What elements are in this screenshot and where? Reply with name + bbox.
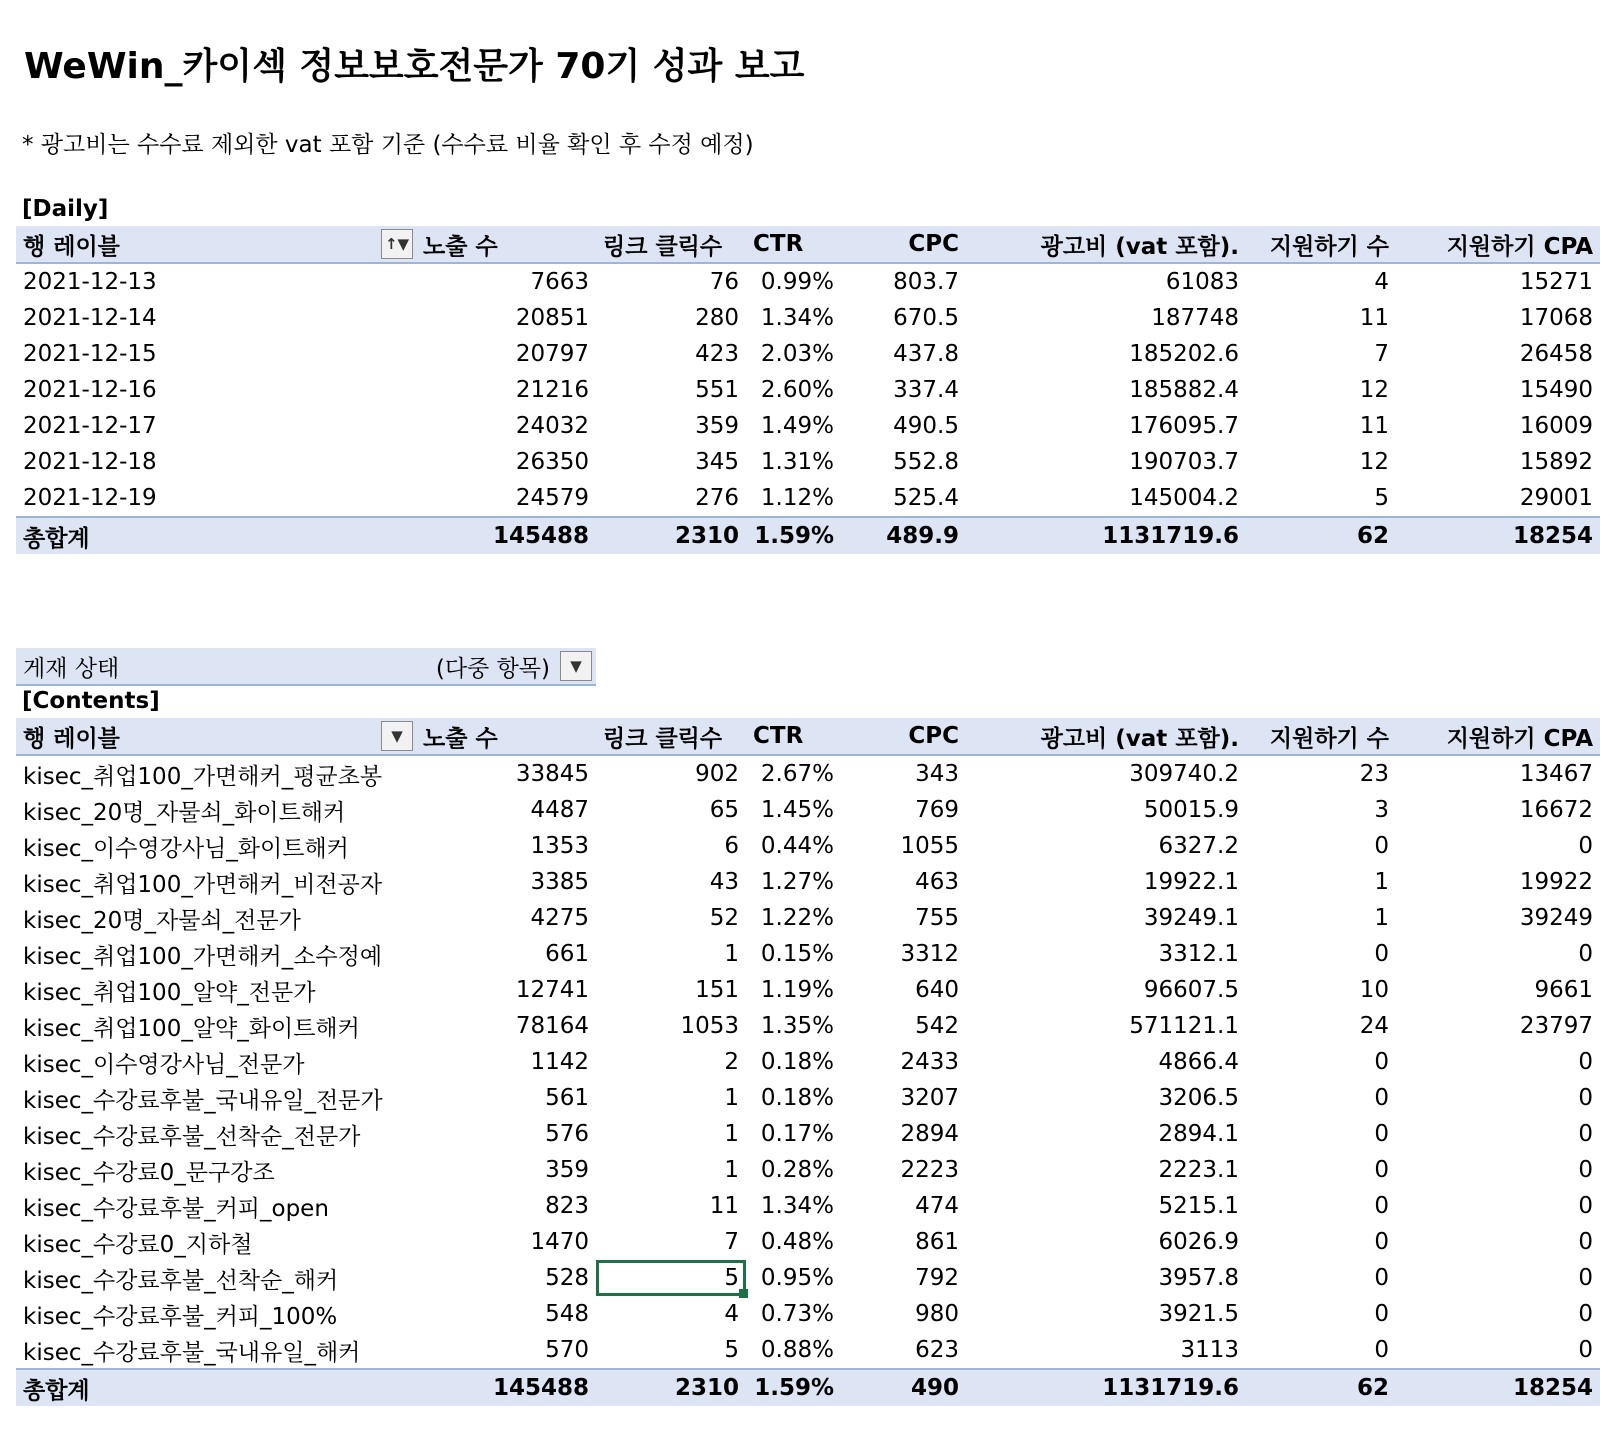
contents-cell-impressions[interactable]: 528 <box>545 1265 589 1291</box>
contents-header-cpc[interactable]: CPC <box>841 718 966 755</box>
contents-cell-cpa[interactable]: 39249 <box>1519 905 1593 931</box>
daily-cell-clicks[interactable]: 2310 <box>596 517 746 554</box>
contents-cell-ad-cost[interactable]: 19922.1 <box>1143 869 1239 895</box>
contents-cell-ctr[interactable]: 0.95% <box>760 1265 834 1291</box>
contents-cell-cpc[interactable]: 3312 <box>900 941 959 967</box>
contents-cell-ctr[interactable]: 1.59% <box>746 1369 841 1406</box>
contents-cell-impressions[interactable]: 570 <box>545 1337 589 1363</box>
daily-cell-label[interactable]: 2021-12-14 <box>23 305 157 331</box>
contents-cell-label[interactable]: kisec_수강료후불_선착순_전문가 <box>23 1123 361 1150</box>
daily-cell-clicks[interactable]: 345 <box>695 449 739 475</box>
contents-cell-ad-cost[interactable]: 4866.4 <box>1158 1049 1239 1075</box>
dropdown-icon[interactable]: ▼ <box>381 721 413 751</box>
contents-cell-cpa[interactable]: 0 <box>1578 1157 1593 1183</box>
contents-cell-applications[interactable]: 0 <box>1374 941 1389 967</box>
contents-cell-applications[interactable]: 1 <box>1374 905 1389 931</box>
contents-cell-cpc[interactable]: 3207 <box>900 1085 959 1111</box>
table-row <box>16 1044 1600 1080</box>
contents-cell-cpa[interactable]: 18254 <box>1396 1369 1600 1406</box>
daily-section-label: [Daily] <box>22 196 109 222</box>
contents-cell-impressions[interactable]: 1353 <box>530 833 589 859</box>
contents-cell-cpa[interactable]: 0 <box>1578 1265 1593 1291</box>
table-row <box>16 1080 1600 1116</box>
contents-cell-clicks[interactable]: 902 <box>695 761 739 787</box>
contents-cell-impressions[interactable]: 12741 <box>515 977 589 1003</box>
contents-cell-ctr[interactable]: 0.73% <box>760 1301 834 1327</box>
contents-cell-ad-cost[interactable]: 571121.1 <box>1129 1013 1239 1039</box>
daily-cell-clicks[interactable]: 76 <box>709 269 739 295</box>
daily-cell-ctr[interactable]: 0.99% <box>760 269 834 295</box>
contents-header-ctr[interactable]: CTR <box>746 718 841 755</box>
contents-cell-label[interactable]: 총합계 <box>16 1369 416 1406</box>
contents-cell-impressions[interactable]: 1470 <box>530 1229 589 1255</box>
daily-cell-ad-cost[interactable]: 190703.7 <box>1129 449 1239 475</box>
contents-header-row <box>16 718 1600 755</box>
daily-cell-cpa[interactable]: 16009 <box>1519 413 1593 439</box>
daily-cell-applications[interactable]: 11 <box>1359 413 1389 439</box>
daily-cell-applications[interactable]: 11 <box>1359 305 1389 331</box>
daily-cell-cpc[interactable]: 489.9 <box>841 517 966 554</box>
daily-cell-cpa[interactable]: 15271 <box>1519 269 1593 295</box>
daily-cell-label[interactable]: 2021-12-15 <box>23 341 157 367</box>
contents-cell-cpc[interactable]: 623 <box>915 1337 959 1363</box>
contents-cell-cpa[interactable]: 0 <box>1578 1085 1593 1111</box>
sort-filter-icon[interactable]: ↑▼ <box>381 229 413 259</box>
contents-cell-impressions[interactable]: 548 <box>545 1301 589 1327</box>
contents-cell-applications[interactable]: 0 <box>1374 1049 1389 1075</box>
contents-cell-ctr[interactable]: 1.45% <box>760 797 834 823</box>
daily-cell-cpc[interactable]: 490.5 <box>893 413 959 439</box>
daily-cell-cpa[interactable]: 15892 <box>1519 449 1593 475</box>
contents-cell-impressions[interactable]: 823 <box>545 1193 589 1219</box>
contents-cell-label[interactable]: kisec_수강료후불_국내유일_해커 <box>23 1339 361 1366</box>
contents-cell-ctr[interactable]: 1.27% <box>760 869 834 895</box>
contents-cell-clicks[interactable]: 151 <box>695 977 739 1003</box>
contents-cell-clicks[interactable]: 2310 <box>596 1369 746 1406</box>
daily-header-ad-cost[interactable]: 광고비 (vat 포함). <box>966 226 1246 263</box>
table-row <box>16 336 1600 372</box>
contents-header-applications[interactable]: 지원하기 수 <box>1246 718 1396 755</box>
contents-cell-label[interactable]: kisec_취업100_가면해커_비전공자 <box>23 871 383 898</box>
contents-cell-impressions[interactable]: 359 <box>545 1157 589 1183</box>
contents-cell-ctr[interactable]: 0.88% <box>760 1337 834 1363</box>
daily-cell-cpc[interactable]: 552.8 <box>893 449 959 475</box>
contents-cell-ad-cost[interactable]: 39249.1 <box>1143 905 1239 931</box>
contents-cell-label[interactable]: kisec_수강료후불_커피_100% <box>23 1303 338 1330</box>
daily-cell-applications[interactable]: 4 <box>1374 269 1389 295</box>
daily-cell-label[interactable]: 2021-12-17 <box>23 413 157 439</box>
contents-cell-ctr[interactable]: 0.17% <box>760 1121 834 1147</box>
contents-cell-applications[interactable]: 1 <box>1374 869 1389 895</box>
contents-cell-cpa[interactable]: 0 <box>1578 1301 1593 1327</box>
contents-cell-ad-cost[interactable]: 3921.5 <box>1158 1301 1239 1327</box>
daily-header-row-label[interactable]: 행 레이블 ↑▼ <box>16 226 416 263</box>
daily-cell-cpa[interactable]: 26458 <box>1519 341 1593 367</box>
contents-cell-impressions[interactable]: 661 <box>545 941 589 967</box>
table-row <box>16 828 1600 864</box>
contents-cell-cpa[interactable]: 0 <box>1578 833 1593 859</box>
daily-cell-ctr[interactable]: 1.12% <box>760 485 834 511</box>
contents-header-clicks[interactable]: 링크 클릭수 <box>596 718 746 755</box>
table-row <box>16 1296 1600 1332</box>
contents-cell-cpc[interactable]: 769 <box>915 797 959 823</box>
contents-cell-cpc[interactable]: 980 <box>915 1301 959 1327</box>
daily-cell-clicks[interactable]: 551 <box>695 377 739 403</box>
contents-cell-label[interactable]: kisec_20명_자물쇠_전문가 <box>23 907 301 934</box>
daily-header-ctr[interactable]: CTR <box>746 226 841 263</box>
contents-cell-ad-cost[interactable]: 6026.9 <box>1158 1229 1239 1255</box>
daily-cell-cpa[interactable]: 15490 <box>1519 377 1593 403</box>
contents-cell-label[interactable]: kisec_이수영강사님_전문가 <box>23 1051 305 1078</box>
contents-cell-ctr[interactable]: 0.48% <box>760 1229 834 1255</box>
daily-cell-cpc[interactable]: 670.5 <box>893 305 959 331</box>
daily-cell-ad-cost[interactable]: 145004.2 <box>1129 485 1239 511</box>
daily-cell-ctr[interactable]: 2.03% <box>760 341 834 367</box>
contents-cell-ctr[interactable]: 1.35% <box>760 1013 834 1039</box>
contents-cell-cpa[interactable]: 19922 <box>1519 869 1593 895</box>
table-row <box>16 480 1600 517</box>
daily-cell-applications[interactable]: 5 <box>1374 485 1389 511</box>
contents-cell-ctr[interactable]: 2.67% <box>760 761 834 787</box>
contents-cell-ad-cost[interactable]: 50015.9 <box>1143 797 1239 823</box>
contents-cell-clicks[interactable]: 65 <box>709 797 739 823</box>
contents-cell-label[interactable]: kisec_취업100_알약_화이트해커 <box>23 1015 360 1042</box>
table-row <box>16 1332 1600 1369</box>
filter-dropdown-icon[interactable]: ▼ <box>560 651 592 681</box>
contents-cell-cpa[interactable]: 16672 <box>1519 797 1593 823</box>
contents-cell-ctr[interactable]: 0.28% <box>760 1157 834 1183</box>
daily-header-cpc[interactable]: CPC <box>841 226 966 263</box>
contents-cell-cpa[interactable]: 0 <box>1578 1193 1593 1219</box>
contents-cell-ad-cost[interactable]: 3206.5 <box>1158 1085 1239 1111</box>
daily-cell-ad-cost[interactable]: 187748 <box>1151 305 1239 331</box>
contents-cell-applications[interactable]: 3 <box>1374 797 1389 823</box>
daily-cell-impressions[interactable]: 24032 <box>515 413 589 439</box>
contents-cell-ctr[interactable]: 0.44% <box>760 833 834 859</box>
contents-cell-clicks[interactable]: 1053 <box>680 1013 739 1039</box>
table-row <box>16 972 1600 1008</box>
contents-cell-label[interactable]: kisec_수강료후불_국내유일_전문가 <box>23 1087 383 1114</box>
daily-cell-clicks[interactable]: 280 <box>695 305 739 331</box>
contents-header-impressions[interactable]: 노출 수 <box>416 718 596 755</box>
daily-cell-applications[interactable]: 62 <box>1246 517 1396 554</box>
contents-cell-ad-cost[interactable]: 6327.2 <box>1158 833 1239 859</box>
contents-cell-applications[interactable]: 0 <box>1374 1193 1389 1219</box>
contents-cell-cpa[interactable]: 0 <box>1578 1337 1593 1363</box>
daily-cell-cpc[interactable]: 803.7 <box>893 269 959 295</box>
contents-cell-label[interactable]: kisec_수강료후불_커피_open <box>23 1195 329 1222</box>
daily-cell-cpc[interactable]: 337.4 <box>893 377 959 403</box>
report-filter-label: 게재 상태 <box>23 655 120 682</box>
contents-cell-ad-cost[interactable]: 2894.1 <box>1158 1121 1239 1147</box>
daily-cell-ad-cost[interactable]: 185882.4 <box>1129 377 1239 403</box>
contents-cell-clicks[interactable]: 5 <box>724 1337 739 1363</box>
contents-cell-clicks[interactable]: 11 <box>709 1193 739 1219</box>
contents-cell-cpc[interactable]: 490 <box>841 1369 966 1406</box>
daily-total-row <box>16 517 1600 554</box>
contents-cell-impressions[interactable]: 78164 <box>515 1013 589 1039</box>
contents-cell-label[interactable]: kisec_수강료0_지하철 <box>23 1231 253 1258</box>
contents-cell-cpc[interactable]: 861 <box>915 1229 959 1255</box>
contents-cell-clicks[interactable]: 1 <box>724 1085 739 1111</box>
contents-cell-label[interactable]: kisec_이수영강사님_화이트해커 <box>23 835 349 862</box>
table-row <box>16 1260 1600 1296</box>
report-title: WeWin_카이섹 정보보호전문가 70기 성과 보고 <box>24 46 805 87</box>
contents-cell-cpc[interactable]: 755 <box>915 905 959 931</box>
contents-cell-cpa[interactable]: 0 <box>1578 1049 1593 1075</box>
contents-cell-impressions[interactable]: 145488 <box>416 1369 596 1406</box>
daily-cell-clicks[interactable]: 276 <box>695 485 739 511</box>
contents-cell-ctr[interactable]: 1.34% <box>760 1193 834 1219</box>
daily-pivot-table <box>16 226 1600 554</box>
contents-cell-label[interactable]: kisec_취업100_알약_전문가 <box>23 979 316 1006</box>
contents-cell-cpc[interactable]: 2894 <box>900 1121 959 1147</box>
daily-cell-label[interactable]: 2021-12-18 <box>23 449 157 475</box>
contents-cell-applications[interactable]: 0 <box>1374 1229 1389 1255</box>
daily-cell-impressions[interactable]: 145488 <box>416 517 596 554</box>
contents-cell-clicks[interactable]: 6 <box>724 833 739 859</box>
daily-cell-impressions[interactable]: 21216 <box>515 377 589 403</box>
table-row <box>16 864 1600 900</box>
contents-cell-applications[interactable]: 0 <box>1374 833 1389 859</box>
contents-header-cpa[interactable]: 지원하기 CPA <box>1396 718 1600 755</box>
contents-cell-applications[interactable]: 62 <box>1246 1369 1396 1406</box>
contents-cell-cpa[interactable]: 9661 <box>1534 977 1593 1003</box>
contents-cell-ad-cost[interactable]: 5215.1 <box>1158 1193 1239 1219</box>
contents-cell-clicks[interactable]: 1 <box>724 1157 739 1183</box>
contents-cell-cpc[interactable]: 2223 <box>900 1157 959 1183</box>
contents-cell-clicks[interactable]: 43 <box>709 869 739 895</box>
contents-cell-label[interactable]: kisec_20명_자물쇠_화이트해커 <box>23 799 346 826</box>
table-row <box>16 372 1600 408</box>
contents-cell-applications[interactable]: 0 <box>1374 1337 1389 1363</box>
table-row <box>16 1116 1600 1152</box>
table-row <box>16 263 1600 300</box>
table-row <box>16 408 1600 444</box>
contents-cell-cpa[interactable]: 0 <box>1578 1229 1593 1255</box>
contents-cell-cpc[interactable]: 640 <box>915 977 959 1003</box>
daily-cell-cpa[interactable]: 29001 <box>1519 485 1593 511</box>
daily-cell-applications[interactable]: 7 <box>1374 341 1389 367</box>
contents-cell-label[interactable]: kisec_취업100_가면해커_소수정예 <box>23 943 383 970</box>
contents-cell-cpc[interactable]: 1055 <box>900 833 959 859</box>
contents-cell-ad-cost[interactable]: 3113 <box>1180 1337 1239 1363</box>
table-row <box>16 1188 1600 1224</box>
daily-cell-applications[interactable]: 12 <box>1359 449 1389 475</box>
contents-cell-ctr[interactable]: 0.15% <box>760 941 834 967</box>
contents-cell-applications[interactable]: 0 <box>1374 1265 1389 1291</box>
contents-cell-impressions[interactable]: 561 <box>545 1085 589 1111</box>
daily-cell-ctr[interactable]: 1.34% <box>760 305 834 331</box>
contents-cell-cpc[interactable]: 542 <box>915 1013 959 1039</box>
daily-cell-impressions[interactable]: 7663 <box>530 269 589 295</box>
contents-cell-ctr[interactable]: 0.18% <box>760 1049 834 1075</box>
daily-cell-label[interactable]: 2021-12-13 <box>23 269 157 295</box>
table-row <box>16 1152 1600 1188</box>
daily-cell-cpa[interactable]: 18254 <box>1396 517 1600 554</box>
contents-cell-clicks[interactable]: 2 <box>724 1049 739 1075</box>
daily-cell-impressions[interactable]: 20851 <box>515 305 589 331</box>
daily-cell-ad-cost[interactable]: 185202.6 <box>1129 341 1239 367</box>
contents-cell-cpa[interactable]: 13467 <box>1519 761 1593 787</box>
contents-cell-applications[interactable]: 10 <box>1359 977 1389 1003</box>
contents-header-ad-cost[interactable]: 광고비 (vat 포함). <box>966 718 1246 755</box>
contents-cell-ad-cost[interactable]: 309740.2 <box>1129 761 1239 787</box>
contents-cell-ad-cost[interactable]: 1131719.6 <box>966 1369 1246 1406</box>
contents-cell-cpc[interactable]: 343 <box>915 761 959 787</box>
contents-cell-ad-cost[interactable]: 2223.1 <box>1158 1157 1239 1183</box>
daily-header-applications[interactable]: 지원하기 수 <box>1246 226 1396 263</box>
daily-cell-label[interactable]: 2021-12-19 <box>23 485 157 511</box>
contents-cell-impressions[interactable]: 4275 <box>530 905 589 931</box>
contents-cell-applications[interactable]: 0 <box>1374 1301 1389 1327</box>
contents-cell-clicks[interactable]: 1 <box>724 941 739 967</box>
daily-cell-clicks[interactable]: 359 <box>695 413 739 439</box>
daily-cell-cpc[interactable]: 437.8 <box>893 341 959 367</box>
table-row <box>16 444 1600 480</box>
daily-cell-cpa[interactable]: 17068 <box>1519 305 1593 331</box>
contents-cell-cpa[interactable]: 0 <box>1578 941 1593 967</box>
contents-cell-ctr[interactable]: 1.19% <box>760 977 834 1003</box>
daily-cell-ctr[interactable]: 1.59% <box>746 517 841 554</box>
table-row <box>16 900 1600 936</box>
report-filter-value[interactable]: (다중 항목) <box>435 655 550 682</box>
table-row <box>16 1008 1600 1044</box>
contents-header-row-label[interactable]: 행 레이블 ▼ <box>16 718 416 755</box>
contents-cell-impressions[interactable]: 576 <box>545 1121 589 1147</box>
contents-cell-ctr[interactable]: 0.18% <box>760 1085 834 1111</box>
contents-cell-clicks[interactable]: 1 <box>724 1121 739 1147</box>
daily-cell-ctr[interactable]: 1.49% <box>760 413 834 439</box>
contents-cell-applications[interactable]: 23 <box>1359 761 1389 787</box>
daily-cell-ctr[interactable]: 1.31% <box>760 449 834 475</box>
contents-cell-ctr[interactable]: 1.22% <box>760 905 834 931</box>
daily-cell-impressions[interactable]: 24579 <box>515 485 589 511</box>
contents-cell-applications[interactable]: 0 <box>1374 1121 1389 1147</box>
contents-cell-applications[interactable]: 0 <box>1374 1157 1389 1183</box>
contents-cell-clicks[interactable]: 5 <box>596 1260 746 1296</box>
daily-header-impressions[interactable]: 노출 수 <box>416 226 596 263</box>
table-row <box>16 300 1600 336</box>
contents-cell-label[interactable]: kisec_수강료후불_선착순_해커 <box>23 1267 339 1294</box>
contents-cell-cpc[interactable]: 2433 <box>900 1049 959 1075</box>
daily-cell-label[interactable]: 총합계 <box>16 517 416 554</box>
contents-cell-applications[interactable]: 0 <box>1374 1085 1389 1111</box>
note-text: * 광고비는 수수료 제외한 vat 포함 기준 (수수료 비율 확인 후 수정 예정) <box>22 132 754 158</box>
contents-total-row <box>16 1369 1600 1406</box>
contents-cell-cpc[interactable]: 463 <box>915 869 959 895</box>
daily-cell-applications[interactable]: 12 <box>1359 377 1389 403</box>
table-row <box>16 792 1600 828</box>
daily-cell-ad-cost[interactable]: 1131719.6 <box>966 517 1246 554</box>
contents-cell-impressions[interactable]: 1142 <box>530 1049 589 1075</box>
contents-cell-impressions[interactable]: 3385 <box>530 869 589 895</box>
daily-cell-cpc[interactable]: 525.4 <box>893 485 959 511</box>
contents-cell-label[interactable]: kisec_취업100_가면해커_평균초봉 <box>23 763 383 790</box>
contents-section-label: [Contents] <box>22 688 160 714</box>
contents-pivot-table <box>16 718 1600 1406</box>
daily-header-clicks[interactable]: 링크 클릭수 <box>596 226 746 263</box>
daily-cell-label[interactable]: 2021-12-16 <box>23 377 157 403</box>
contents-cell-applications[interactable]: 24 <box>1359 1013 1389 1039</box>
daily-cell-ctr[interactable]: 2.60% <box>760 377 834 403</box>
table-row <box>16 755 1600 792</box>
daily-cell-impressions[interactable]: 20797 <box>515 341 589 367</box>
contents-cell-ad-cost[interactable]: 3957.8 <box>1158 1265 1239 1291</box>
contents-cell-clicks[interactable]: 52 <box>709 905 739 931</box>
daily-cell-ad-cost[interactable]: 176095.7 <box>1129 413 1239 439</box>
contents-cell-cpa[interactable]: 23797 <box>1519 1013 1593 1039</box>
contents-cell-clicks[interactable]: 7 <box>724 1229 739 1255</box>
daily-header-row <box>16 226 1600 263</box>
contents-cell-impressions[interactable]: 33845 <box>515 761 589 787</box>
contents-cell-cpc[interactable]: 474 <box>915 1193 959 1219</box>
table-row <box>16 936 1600 972</box>
report-filter-row <box>16 648 596 686</box>
contents-cell-label[interactable]: kisec_수강료0_문구강조 <box>23 1159 275 1186</box>
contents-cell-ad-cost[interactable]: 3312.1 <box>1158 941 1239 967</box>
contents-cell-clicks[interactable]: 4 <box>724 1301 739 1327</box>
contents-cell-cpc[interactable]: 792 <box>915 1265 959 1291</box>
daily-cell-ad-cost[interactable]: 61083 <box>1165 269 1239 295</box>
daily-header-cpa[interactable]: 지원하기 CPA <box>1396 226 1600 263</box>
contents-cell-cpa[interactable]: 0 <box>1578 1121 1593 1147</box>
contents-cell-impressions[interactable]: 4487 <box>530 797 589 823</box>
table-row <box>16 1224 1600 1260</box>
daily-cell-clicks[interactable]: 423 <box>695 341 739 367</box>
contents-cell-ad-cost[interactable]: 96607.5 <box>1143 977 1239 1003</box>
daily-cell-impressions[interactable]: 26350 <box>515 449 589 475</box>
